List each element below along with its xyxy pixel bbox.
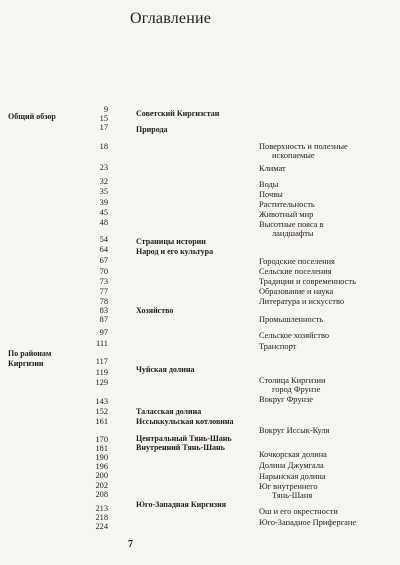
- toc-subentry: Вокруг Иссык-Куля: [259, 426, 330, 435]
- page-number: 87: [99, 315, 108, 324]
- toc-subentry: Юго-Западное Прифергане: [259, 518, 357, 527]
- page-number: 54: [99, 235, 108, 244]
- page-number: 129: [95, 378, 108, 387]
- page-number: 196: [95, 462, 108, 471]
- toc-subentry: Поверхность и полезные: [259, 142, 348, 151]
- page-number: 70: [99, 267, 108, 276]
- page-number: 152: [95, 407, 108, 416]
- toc-subentry: Городские поселения: [259, 257, 335, 266]
- toc-subentry: Сельское хозяйство: [259, 331, 330, 340]
- toc-subentry: Долина Джумгала: [259, 461, 324, 470]
- page-number: 73: [99, 277, 108, 286]
- chapter-heading: Таласская долина: [136, 407, 202, 416]
- toc-subentry: ископаемые: [272, 151, 315, 160]
- toc-subentry: Кочкорская долина: [259, 450, 327, 459]
- page-number: 111: [96, 339, 108, 348]
- toc-subentry: Почвы: [259, 190, 283, 199]
- page-number: 218: [95, 513, 108, 522]
- page-number: 83: [99, 306, 108, 315]
- chapter-heading: Советский Киргизстан: [136, 109, 220, 118]
- page-number: 161: [95, 417, 108, 426]
- chapter-heading: Центральный Тянь-Шань: [136, 434, 232, 443]
- section-by-regions: По районам: [8, 349, 52, 358]
- page-number: 17: [99, 123, 108, 132]
- toc-subentry: Вокруг Фрунзе: [259, 395, 314, 404]
- page-number: 77: [99, 287, 108, 296]
- toc-subentry: Литература и искусство: [259, 297, 345, 306]
- page-number: 97: [99, 328, 108, 337]
- page-number: 224: [95, 522, 108, 531]
- page-number: 202: [95, 481, 108, 490]
- page-number: 9: [103, 105, 108, 114]
- toc-subentry: Промышленность: [259, 315, 324, 324]
- page-number: 200: [95, 471, 108, 480]
- page-number: 15: [99, 114, 108, 123]
- page-number: 32: [99, 177, 108, 186]
- chapter-heading: Хозяйство: [136, 306, 174, 315]
- toc-subentry: Традиции и современность: [259, 277, 356, 286]
- page-number: 143: [95, 397, 108, 406]
- toc-subentry: Столица Киргизии: [259, 376, 326, 385]
- toc-subentry: ландшафты: [272, 229, 314, 238]
- page-number: 190: [95, 453, 108, 462]
- toc-subentry: Растительность: [259, 200, 315, 209]
- page-number: 208: [95, 490, 108, 499]
- section-kirghizia: Киргизии: [8, 359, 44, 368]
- toc-subentry: Тянь-Шаня: [272, 491, 313, 500]
- chapter-heading: Внутренний Тянь-Шань: [136, 443, 225, 452]
- folio-page-number: 7: [128, 539, 133, 550]
- page-number: 181: [95, 444, 108, 453]
- page-number: 39: [99, 198, 108, 207]
- page-number: 213: [95, 504, 108, 513]
- chapter-heading: Чуйская долина: [136, 365, 195, 374]
- toc-subentry: Воды: [259, 180, 279, 189]
- page-number: 18: [99, 142, 108, 151]
- chapter-heading: Природа: [136, 125, 168, 134]
- toc-subentry: Юг внутреннего: [259, 482, 318, 491]
- page-number: 78: [99, 297, 108, 306]
- toc-subentry: Образование и наука: [259, 287, 334, 296]
- chapter-heading: Юго-Западная Киргизия: [136, 500, 227, 509]
- toc-subentry: Климат: [259, 164, 286, 173]
- toc-subentry: город Фрунзе: [272, 385, 321, 394]
- toc-subentry: Ош и его окрестности: [259, 507, 338, 516]
- page-number: 23: [99, 163, 108, 172]
- page-number: 170: [95, 435, 108, 444]
- toc-subentry: Сельские поселения: [259, 267, 332, 276]
- page-number: 119: [95, 368, 108, 377]
- page-number: 45: [99, 208, 108, 217]
- page-number: 67: [99, 256, 108, 265]
- chapter-heading: Иссыккульская котловина: [136, 417, 234, 426]
- section-general-overview: Общий обзор: [8, 112, 56, 121]
- page-number: 35: [99, 187, 108, 196]
- page-number: 48: [99, 218, 108, 227]
- page-title: Оглавление: [130, 10, 212, 27]
- chapter-heading: Народ и его культура: [136, 247, 214, 256]
- toc-subentry: Животный мир: [259, 210, 314, 219]
- page-number: 64: [99, 245, 108, 254]
- page-number: 117: [95, 357, 108, 366]
- chapter-heading: Страницы истории: [136, 237, 206, 246]
- toc-subentry: Нарынская долина: [259, 472, 326, 481]
- toc-subentry: Транспорт: [259, 342, 297, 351]
- toc-subentry: Высотные пояса в: [259, 220, 324, 229]
